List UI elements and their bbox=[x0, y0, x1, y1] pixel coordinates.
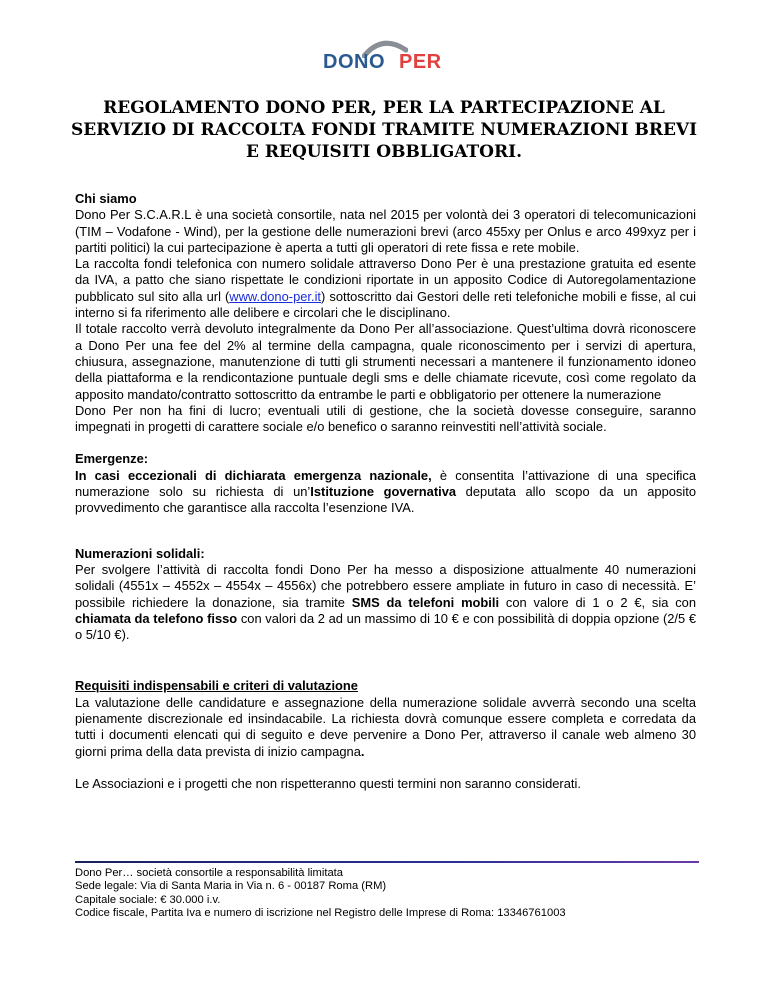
bold-text: . bbox=[360, 743, 365, 759]
footer-line-2: Sede legale: Via di Santa Maria in Via n. 6 - 00187 Roma (RM) bbox=[75, 880, 387, 893]
footer-divider bbox=[75, 861, 699, 863]
logo-word-per: PER bbox=[399, 51, 442, 73]
paragraph-chi-siamo-2 bbox=[75, 256, 696, 321]
heading-chi-siamo: Chi siamo bbox=[75, 191, 137, 206]
dono-per-logo bbox=[320, 36, 450, 76]
heading-emergenze: Emergenze: bbox=[75, 451, 149, 467]
text-span: Per svolgere l’attività di raccolta fondi Dono Per ha messo a disposizione attualmente 40 numerazioni solidali (4551x – 4552x – 4554x – 4556x) che potrebbero essere ampliate in futuro in caso di necessità. E’ possibile richiedere la donazione, sia tramite bbox=[75, 561, 696, 610]
heading-requisiti: Requisiti indispensabili e criteri di valutazione bbox=[75, 678, 358, 694]
section-requisiti bbox=[75, 678, 696, 792]
text-span: La raccolta fondi telefonica con numero solidale attraverso Dono Per è una prestazione gratuita ed esente da IVA, a patto che siano rispettate le condizioni riportate in un apposito Codice di Autoregolamentazione pubblicato sul sito alla url ( bbox=[75, 256, 696, 304]
heading-numerazioni: Numerazioni solidali: bbox=[75, 545, 205, 561]
section-chi-siamo bbox=[75, 191, 696, 435]
bold-text: chiamata da telefono fisso bbox=[75, 610, 238, 626]
paragraph-emergenze bbox=[75, 468, 696, 517]
bold-text: Istituzione governativa bbox=[310, 484, 457, 500]
bold-text: In casi eccezionali di dichiarata emergenza nazionale, bbox=[75, 467, 432, 483]
footer-line-1: Dono Per… società consortile a responsabilità limitata bbox=[75, 867, 344, 879]
footer-line-4: Codice fiscale, Partita Iva e numero di iscrizione nel Registro delle Imprese di Roma: 13346761003 bbox=[75, 907, 566, 920]
paragraph-closing: Le Associazioni e i progetti che non rispetteranno questi termini non saranno considerati. bbox=[75, 775, 581, 791]
paragraph-requisiti bbox=[75, 695, 696, 760]
text-span: deputata allo scopo da un apposito provvedimento che garantisce alla raccolta l’esenzione IVA. bbox=[75, 484, 696, 516]
document-body bbox=[75, 191, 696, 792]
page-title: REGOLAMENTO DONO PER, PER LA PARTECIPAZIONE AL SERVIZIO DI RACCOLTA FONDI TRAMITE NUMERAZIONI BREVI E REQUISITI OBBLIGATORI. bbox=[70, 98, 698, 162]
text-span: con valori da 2 ad un massimo di 10 € e con possibilità di doppia opzione (2/5 € o 5/10 €). bbox=[75, 610, 697, 643]
section-emergenze bbox=[75, 451, 696, 516]
text-span: La valutazione delle candidature e assegnazione della numerazione solidale avverrà secondo una scelta pienamente discrezionale ed insindacabile. La richiesta dovrà comunque essere completa e corredata da tutti i documenti elencati qui di seguito e deve pervenire a Dono Per, attraverso il canale web almeno 30 giorni prima della data prevista di inizio campagna bbox=[75, 694, 696, 759]
paragraph-chi-siamo-1: Dono Per S.C.A.R.L è una società consortile, nata nel 2015 per volontà dei 3 operatori di telecomunicazioni (TIM – Vodafone - Wind), per la gestione delle numerazioni brevi (arco 455xy per Onlus e arco 499xyz per i partiti politici) la cui partecipazione è aperta a tutti gli operatori di rete fissa e rete mobile. bbox=[75, 207, 696, 255]
bold-text: SMS da telefoni mobili bbox=[351, 594, 500, 610]
section-numerazioni bbox=[75, 546, 696, 644]
paragraph-chi-siamo-4: Dono Per non ha fini di lucro; eventuali utili di gestione, che la società dovesse conseguire, saranno impegnati in progetti di carattere sociale e/o benefico o saranno reinvestiti nell’attività sociale. bbox=[75, 402, 696, 435]
paragraph-chi-siamo-3: Il totale raccolto verrà devoluto integralmente da Dono Per all’associazione. Quest’ultima dovrà riconoscere a Dono Per una fee del 2% al termine della campagna, quale riconoscimento per i servizi di apertura, chiusura, assegnazione, manutenzione di tutti gli strumenti necessari a mantenere il funzionamento idoneo della piattaforma e la rendicontazione puntuale degli sms e delle chiamate ricevute, così come regolato da apposito mandato/contratto sottoscritto da entrambe le parti e obbligatorio per ottenere la numerazione bbox=[75, 321, 696, 402]
paragraph-numerazioni bbox=[75, 562, 696, 643]
logo-word-dono: DONO bbox=[323, 51, 385, 73]
text-span: è consentita l’attivazione di una specifica numerazione solo su richiesta di un’ bbox=[75, 467, 696, 500]
text-span: con valore di 1 o 2 €, sia con bbox=[499, 594, 697, 610]
website-link[interactable]: www.dono-per.it bbox=[229, 288, 322, 304]
footer bbox=[75, 867, 715, 921]
footer-line-3: Capitale sociale: € 30.000 i.v. bbox=[75, 893, 221, 906]
text-span: ) sottoscritto dai Gestori delle reti telefoniche mobili e fisse, al cui interno si fa riferimento alle delibere e circolari che le disciplinano. bbox=[75, 288, 696, 321]
